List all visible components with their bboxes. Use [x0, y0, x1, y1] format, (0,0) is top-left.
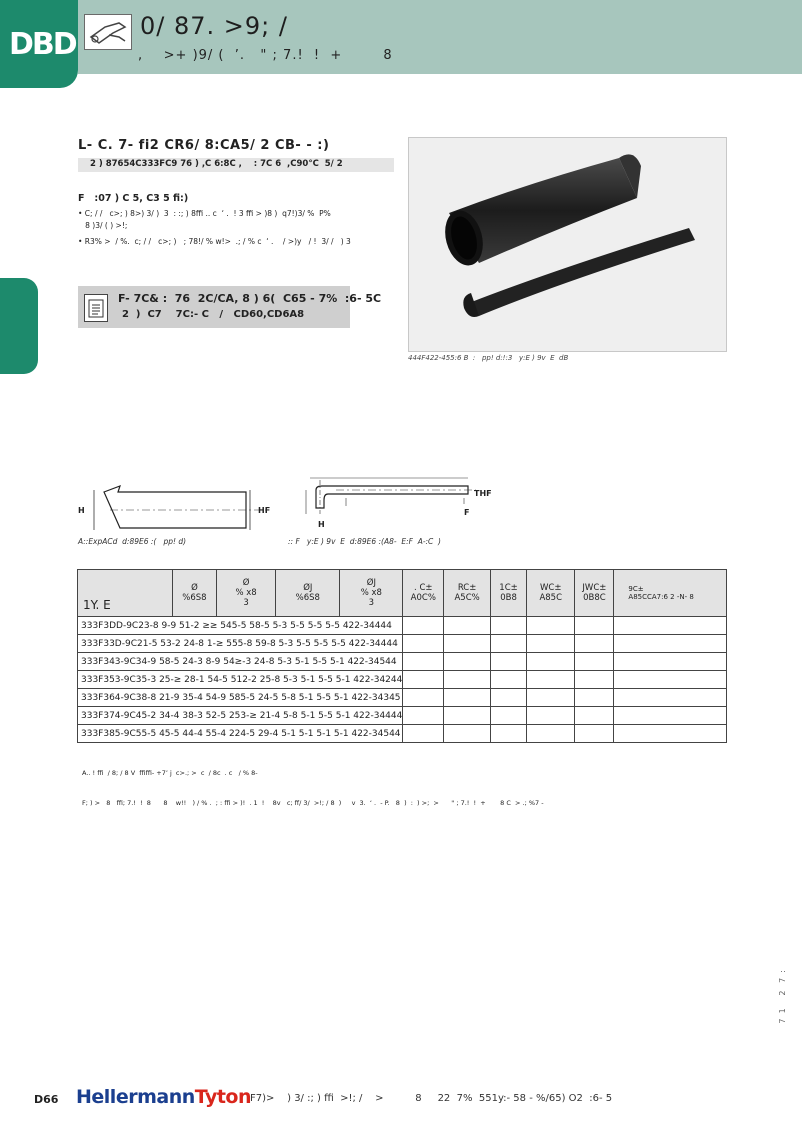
section-code: DBD: [9, 27, 76, 62]
table-header-cell: RC± A5C%: [444, 570, 491, 617]
table-header-cell: Ø % x8 3: [216, 570, 275, 617]
table-header-cell: Ø %6S8: [172, 570, 216, 617]
table-row: [78, 689, 727, 707]
label-h: H: [78, 506, 85, 515]
table-cell: 333F33D-9C21-5 53-2 24-8 1-≥ 555-8 59-8 5-3 5-5 5-5 5-5 422-34444: [78, 635, 403, 653]
table-cell: 333F374-9C45-2 34-4 38-3 52-5 253-≥ 21-4 5-8 5-1 5-5 5-1 422-34444: [78, 707, 403, 725]
table-cell: 333F343-9C34-9 58-5 24-3 8-9 54≥-3 24-8 5-3 5-1 5-5 5-1 422-34544: [78, 653, 403, 671]
note-line-1: F- 7C& : 76 2C/CA, 8 ) 6( C65 - 7% :6- 5C: [118, 292, 382, 305]
table-header-row: [78, 570, 727, 617]
photo-caption: 444F422-455:6 B : pp! d:!:3 y:E ) 9v E dB: [408, 354, 569, 362]
table-header-cell: ØJ % x8 3: [340, 570, 403, 617]
left-diagram-caption: A::ExpACd d:89E6 :( pp! d): [78, 537, 187, 546]
footer-text: F7)> ) 3/ :; ) ffi >!; / > 8 22 7% 551y:- 58 - %/65) O2 :6- 5: [250, 1093, 613, 1104]
table-header-cell: 1Y. E: [78, 570, 173, 617]
section-tab: [0, 0, 78, 88]
table-header-cell: 1C± 0B8: [490, 570, 526, 617]
product-subtitle: 2 ) 87654C333FC9 76 ) ,C 6:8C , : 7C 6 ,C90°C 5/ 2: [90, 159, 343, 169]
page-title: 0/ 87. >9; /: [140, 12, 288, 40]
feature-bullet: • R3% > / %. c; / / c>; ) ; 78!/ % w!> .; / % c ‘ . / >)y / ! 3/ / ) 3: [78, 237, 351, 246]
table-header-cell: 9C± A85CCA7:6 2 -N- 8: [614, 570, 727, 617]
side-tab: [0, 278, 38, 374]
label-thf: THF: [474, 489, 492, 498]
table-row: [78, 671, 727, 689]
feature-bullet: • C; / / c>; ) 8>) 3/ ) 3 : :; ) 8ffi .. c ‘ . ! 3 ffi > )8 ) q7!)3/ % P%: [78, 209, 331, 218]
table-header-cell: . C± A0C%: [403, 570, 444, 617]
table-cell: 333F364-9C38-8 21-9 35-4 54-9 585-5 24-5 5-8 5-1 5-5 5-1 422-34345: [78, 689, 403, 707]
table-header-cell: ØJ %6S8: [276, 570, 340, 617]
features-heading: F :07 ) C 5, C3 5 fi:): [78, 193, 189, 204]
table-header-cell: JWC± 0B8C: [575, 570, 614, 617]
brand-logo: HellermannTyton: [76, 1086, 252, 1108]
page-number: D66: [34, 1093, 59, 1106]
product-table: [77, 569, 727, 743]
right-diagram-caption: :: F y:E ) 9v E d:89E6 :(A8- E:F A-:C ): [288, 537, 441, 546]
table-row: [78, 617, 727, 635]
product-photo: [408, 137, 727, 352]
document-icon: [84, 294, 108, 322]
left-diagram: [80, 480, 280, 540]
table-notes: [82, 748, 544, 818]
feature-bullet: 8 )3/ ( ) >!;: [78, 221, 128, 230]
table-cell: 333F353-9C35-3 25-≥ 28-1 54-5 512-2 25-8 5-3 5-1 5-5 5-1 422-34244: [78, 671, 403, 689]
table-row: [78, 653, 727, 671]
label-hf: HF: [258, 506, 271, 515]
table-row: [78, 635, 727, 653]
product-icon: [84, 14, 132, 50]
table-cell: 333F3DD-9C23-8 9-9 51-2 ≥≥ 545-5 58-5 5-3 5-5 5-5 5-5 422-34444: [78, 617, 403, 635]
product-title: L- C. 7- fi2 CR6/ 8:CA5/ 2 CB- - :): [78, 138, 330, 153]
table-cell: 333F385-9C55-5 45-5 44-4 55-4 224-5 29-4 5-1 5-1 5-1 5-1 422-34544: [78, 725, 403, 743]
label-h-right: H: [318, 520, 325, 529]
vertical-date: 7 1 2 7 :: [778, 970, 787, 1024]
page-subtitle: , >+ )9/ ( ’. " ; 7.! ! + 8: [138, 48, 393, 63]
table-header-cell: WC± A85C: [527, 570, 575, 617]
table-note: F; ) > 8 ffi; 7.! ! 8 8 w!! ) / % . ; : ffi > )! . 1 ! 8v c; ff/ 3/ >!; / 8 ) v 3. ‘ . - P. 8 ) : ) >; > " ; 7.! ! + 8 C > .; %7 -: [82, 799, 544, 807]
table-row: [78, 725, 727, 743]
note-line-2: 2 ) C7 7C:- C / CD60,CD6A8: [122, 309, 305, 320]
label-f: F: [464, 508, 470, 517]
table-note: A.. ! ffi / 8; / 8 V ffiffi- +7’ j c>.; > c / 8c . c / % 8-: [82, 769, 258, 777]
table-row: [78, 707, 727, 725]
